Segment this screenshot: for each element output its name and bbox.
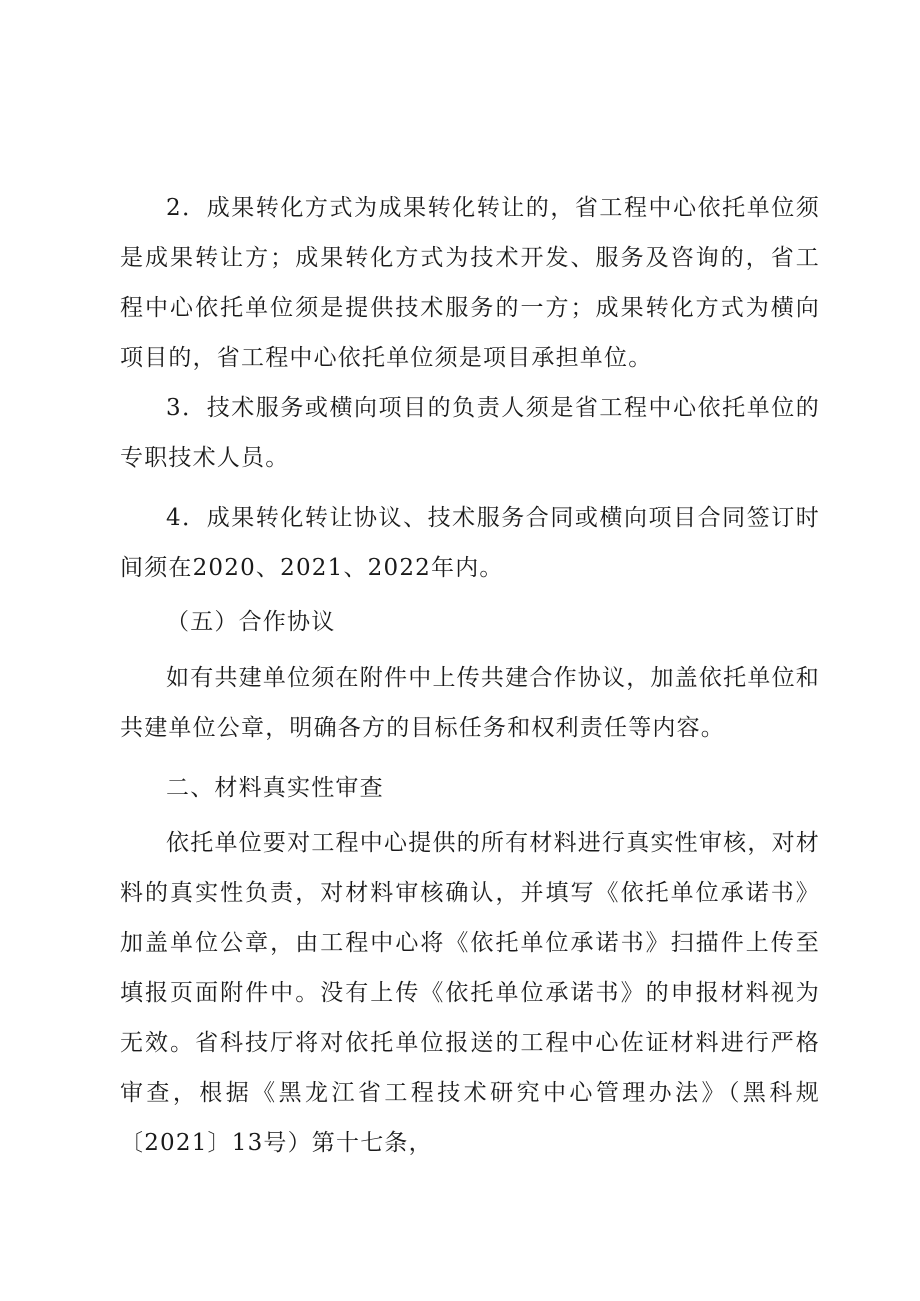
paragraph-review-body: 依托单位要对工程中心提供的所有材料进行真实性审核，对材料的真实性负责，对材料审核确认，并填写《依托单位承诺书》加盖单位公章，由工程中心将《依托单位承诺书》扫描件上传至填报页面附件中。没有上传《依托单位承诺书》的申报材料视为无效。省科技厅将对依托单位报送的工程中心佐证材料进行严格审查，根据《黑龙江省工程技术研究中心管理办法》（黑科规〔2021〕13号）第十七条， — [120, 830, 820, 1156]
heading-material-review: 二、材料真实性审查 — [166, 775, 384, 801]
heading-cooperation-agreement: （五）合作协议 — [166, 609, 336, 635]
paragraph-item-4: 4．成果转化转让协议、技术服务合同或横向项目合同签订时间须在2020、2021、2022年内。 — [120, 505, 820, 581]
paragraph-item-3: 3．技术服务或横向项目的负责人须是省工程中心依托单位的专职技术人员。 — [120, 395, 820, 471]
paragraph-cooperation-body: 如有共建单位须在附件中上传共建合作协议，加盖依托单位和共建单位公章，明确各方的目标任务和权利责任等内容。 — [120, 665, 820, 741]
paragraph-item-2: 2．成果转化方式为成果转化转让的，省工程中心依托单位须是成果转让方；成果转化方式为技术开发、服务及咨询的，省工程中心依托单位须是提供技术服务的一方；成果转化方式为横向项目的，省工程中心依托单位须是项目承担单位。 — [120, 195, 820, 371]
